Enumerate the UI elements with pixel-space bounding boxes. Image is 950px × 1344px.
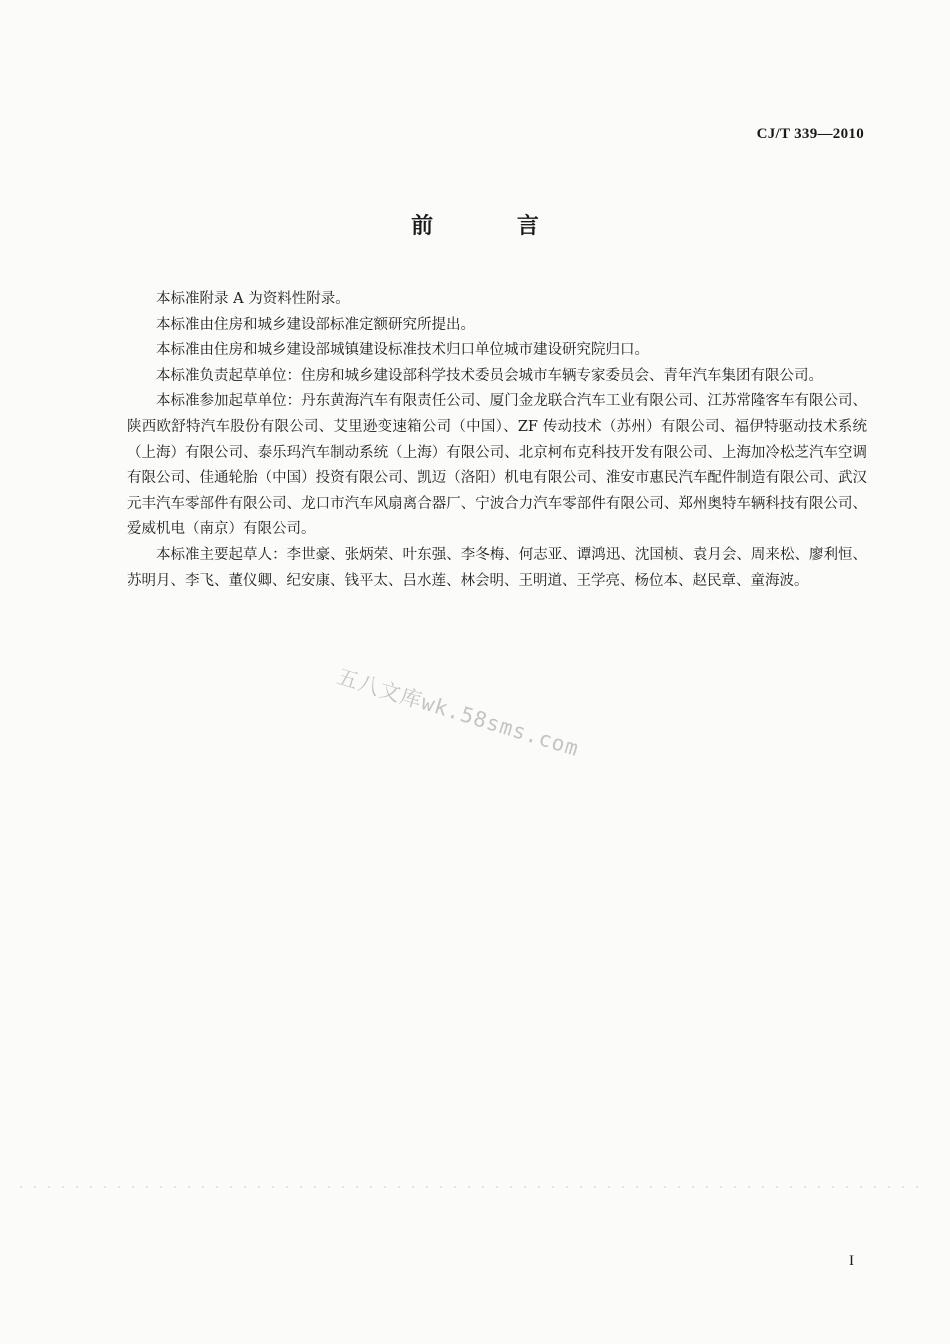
- paragraph-appendix: 本标准附录 A 为资料性附录。: [156, 291, 350, 307]
- page-title: 前 言: [411, 214, 577, 239]
- scan-noise-line: [20, 1186, 920, 1188]
- paragraph-lead-drafter: 本标准负责起草单位：住房和城乡建设部科学技术委员会城市车辆专家委员会、青年汽车集团有限公司。: [156, 367, 823, 384]
- watermark-text: 五八文库wk.58sms.com: [334, 664, 582, 762]
- paragraph-main-drafters: 本标准主要起草人：李世豪、张炳荣、叶东强、李冬梅、何志亚、谭鸿迅、沈国桢、袁月会、周来松、廖利恒、苏明月、李飞、董仪卿、纪安康、钱平太、吕水莲、林会明、王明道、王学亮、杨位本、赵民章、童海波。: [127, 546, 867, 589]
- paragraph-administrator: 本标准由住房和城乡建设部城镇建设标准技术归口单位城市建设研究院归口。: [156, 342, 649, 359]
- standard-code: CJ/T 339—2010: [756, 126, 864, 142]
- paragraph-participating-drafters: 本标准参加起草单位：丹东黄海汽车有限责任公司、厦门金龙联合汽车工业有限公司、江苏常隆客车有限公司、陕西欧舒特汽车股份有限公司、艾里逊变速箱公司（中国）、ZF 传动技术（苏州）有限公司、福伊特驱动技术系统（上海）有限公司、泰乐玛汽车制动系统（上海）有限公司、北京柯布克科技开发有限公司、上海加冷松芝汽车空调有限公司、佳通轮胎（中国）投资有限公司、凯迈（洛阳）机电有限公司、淮安市惠民汽车配件制造有限公司、武汉元丰汽车零部件有限公司、龙口市汽车风扇离合器厂、宁波合力汽车零部件有限公司、郑州奥特车辆科技有限公司、爱威机电（南京）有限公司。: [127, 393, 867, 538]
- foreword-body: [127, 287, 867, 594]
- paragraph-proposer: 本标准由住房和城乡建设部标准定额研究所提出。: [156, 316, 475, 333]
- page-number: I: [849, 1253, 854, 1269]
